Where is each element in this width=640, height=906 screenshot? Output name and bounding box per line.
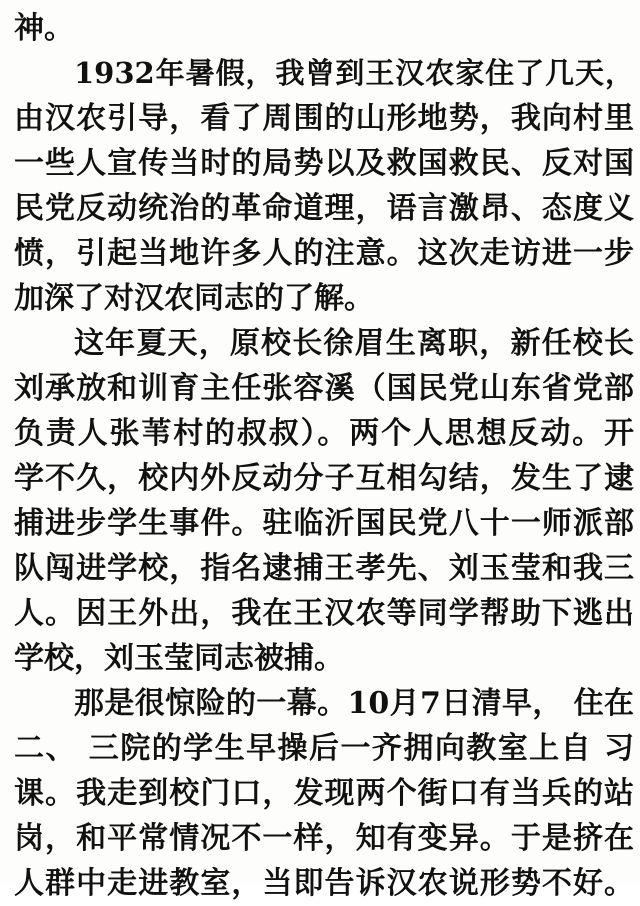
text-line-2: 1932年暑假，我曾到王汉农家住了几天， [74, 56, 634, 90]
text-line-1: 神。 [14, 11, 74, 46]
text-line-13: 队闯进学校，指名逮捕王孝先、刘玉莹和我三 [14, 551, 634, 586]
text-line-14: 人。因王外出，我在王汉农等同学帮助下逃出 [14, 596, 634, 631]
text-line-6: 愤，引起当地许多人的注意。这次走访进一步 [14, 236, 634, 271]
text-line-8: 这年夏天，原校长徐眉生离职，新任校长 [74, 326, 634, 361]
text-line-18: 课。我走到校门口，发现两个街口有当兵的站 [14, 776, 634, 811]
text-line-5: 民党反动统治的革命道理，语言激昂、态度义 [14, 191, 634, 226]
body-text [14, 6, 634, 906]
text-line-7: 加深了对汉农同志的了解。 [14, 281, 374, 316]
text-line-17: 二、 三院的学生早操后一齐拥向教室上自 习 [14, 731, 634, 766]
text-line-16: 那是很惊险的一幕。10月7日清早， 住在 [74, 686, 634, 721]
text-line-20: 人群中走进教室，当即告诉汉农说形势不好。 [14, 866, 634, 901]
text-line-3: 由汉农引导，看了周围的山形地势，我向村里 [14, 101, 634, 136]
text-line-12: 捕进步学生事件。驻临沂国民党八十一师派部 [14, 506, 634, 541]
text-line-11: 学不久，校内外反动分子互相勾结，发生了逮 [14, 461, 634, 496]
text-line-10: 负责人张苇村的叔叔）。两个人思想反动。开 [14, 416, 634, 451]
text-line-9: 刘承放和训育主任张容溪（国民党山东省党部 [14, 371, 634, 406]
text-line-4: 一些人宣传当时的局势以及救国救民、反对国 [14, 146, 634, 181]
text-line-15: 学校，刘玉莹同志被捕。 [14, 641, 344, 676]
text-line-19: 岗，和平常情况不一样，知有变异。于是挤在 [14, 821, 634, 856]
